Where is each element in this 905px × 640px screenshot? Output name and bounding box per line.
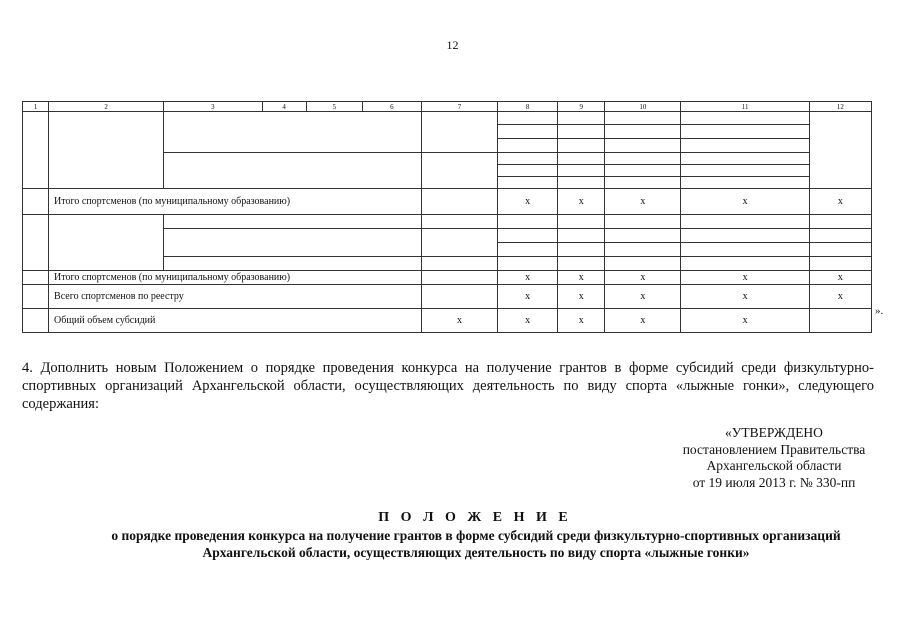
table-row [23,271,872,285]
empty-cell [558,153,605,165]
empty-cell [421,271,497,285]
header-cell: 10 [605,102,681,112]
x-mark: х [681,285,809,309]
empty-cell [164,215,422,229]
approval-line: Архангельской области [706,458,842,473]
x-mark: х [605,271,681,285]
municipal-total-label: Итого спортсменов (по муниципальному образованию) [49,271,422,285]
x-mark: х [681,189,809,215]
empty-cell [498,165,558,177]
empty-cell [498,112,558,125]
empty-cell [605,243,681,257]
empty-cell [809,309,871,333]
empty-cell [681,215,809,229]
empty-cell [605,139,681,153]
empty-cell [498,229,558,243]
empty-cell [809,215,871,229]
empty-cell [558,243,605,257]
header-cell: 1 [23,102,49,112]
empty-cell [605,125,681,139]
registry-table [22,101,872,333]
page-number: 12 [446,38,459,52]
item-4-paragraph: 4. Дополнить новым Положением о порядке проведения конкурса на получение грантов в форме субсидий среди физкультурно-спортивных организаций Архангельской области, осуществляющих деятельность по виду спорта «лыжные гонки», следующего содержания: [22,360,874,412]
empty-cell [605,165,681,177]
empty-cell [421,112,497,153]
empty-cell [681,139,809,153]
empty-cell [498,139,558,153]
x-mark: х [605,189,681,215]
empty-cell [421,285,497,309]
approval-line: от 19 июля 2013 г. № 330-пп [692,474,856,490]
empty-cell [681,112,809,125]
empty-cell [421,215,497,229]
x-mark: х [809,271,871,285]
empty-cell [23,309,49,333]
empty-cell [164,112,422,153]
empty-cell [681,177,809,189]
closing-quote: ». [875,305,884,317]
x-mark: х [498,189,558,215]
empty-cell [809,243,871,257]
empty-cell [558,125,605,139]
header-cell: 12 [809,102,871,112]
empty-cell [23,112,49,189]
empty-cell [23,271,49,285]
empty-cell [498,243,558,257]
x-mark: х [558,309,605,333]
x-mark: х [498,285,558,309]
empty-cell [164,153,422,189]
table-row [23,112,872,125]
approval-stamp [660,425,888,491]
empty-cell [421,153,497,189]
registry-total-label: Всего спортсменов по реестру [49,285,422,309]
header-cell: 9 [558,102,605,112]
empty-cell [558,257,605,271]
x-mark: х [558,285,605,309]
document-subtitle: о порядке проведения конкурса на получение грантов в форме субсидий среди физкультурно-спортивных организаций Архангельской области, осуществляющих деятельность по виду спорта «лыжные гонки» [111,528,841,560]
empty-cell [421,257,497,271]
empty-cell [23,285,49,309]
approval-line: постановлением Правительства [682,441,866,457]
document-title: П О Л О Ж Е Н И Е [378,510,572,525]
empty-cell [681,153,809,165]
empty-cell [605,153,681,165]
x-mark: х [605,309,681,333]
header-cell: 3 [164,102,262,112]
table-row [23,285,872,309]
header-cell: 5 [306,102,362,112]
table-row [23,189,872,215]
approval-line: «УТВЕРЖДЕНО [725,425,823,440]
empty-cell [809,257,871,271]
x-mark: х [809,189,871,215]
empty-cell [164,229,422,257]
x-mark: х [681,271,809,285]
empty-cell [558,215,605,229]
empty-cell [421,229,497,257]
empty-cell [605,257,681,271]
empty-cell [809,229,871,243]
x-mark: х [558,189,605,215]
x-mark: х [558,271,605,285]
header-cell: 4 [262,102,306,112]
x-mark: х [681,309,809,333]
empty-cell [49,112,164,189]
empty-cell [809,112,871,189]
empty-cell [558,112,605,125]
empty-cell [605,229,681,243]
header-cell: 2 [49,102,164,112]
header-cell: 8 [498,102,558,112]
table-row [23,309,872,333]
header-cell: 11 [681,102,809,112]
empty-cell [558,165,605,177]
empty-cell [558,229,605,243]
municipal-total-label: Итого спортсменов (по муниципальному образованию) [49,189,422,215]
x-mark: х [421,309,497,333]
empty-cell [681,257,809,271]
empty-cell [605,177,681,189]
empty-cell [498,125,558,139]
x-mark: х [498,309,558,333]
header-cell: 6 [362,102,421,112]
empty-cell [558,177,605,189]
empty-cell [681,243,809,257]
table-row [23,215,872,229]
empty-cell [498,215,558,229]
empty-cell [498,257,558,271]
header-cell: 7 [421,102,497,112]
empty-cell [498,153,558,165]
subsidy-total-label: Общий объем субсидий [49,309,422,333]
empty-cell [23,189,49,215]
empty-cell [605,112,681,125]
x-mark: х [498,271,558,285]
empty-cell [681,229,809,243]
empty-cell [49,215,164,271]
empty-cell [498,177,558,189]
empty-cell [605,215,681,229]
empty-cell [558,139,605,153]
empty-cell [23,215,49,271]
empty-cell [164,257,422,271]
x-mark: х [809,285,871,309]
x-mark: х [605,285,681,309]
empty-cell [421,189,497,215]
empty-cell [681,125,809,139]
table-header-row [23,102,872,112]
empty-cell [681,165,809,177]
